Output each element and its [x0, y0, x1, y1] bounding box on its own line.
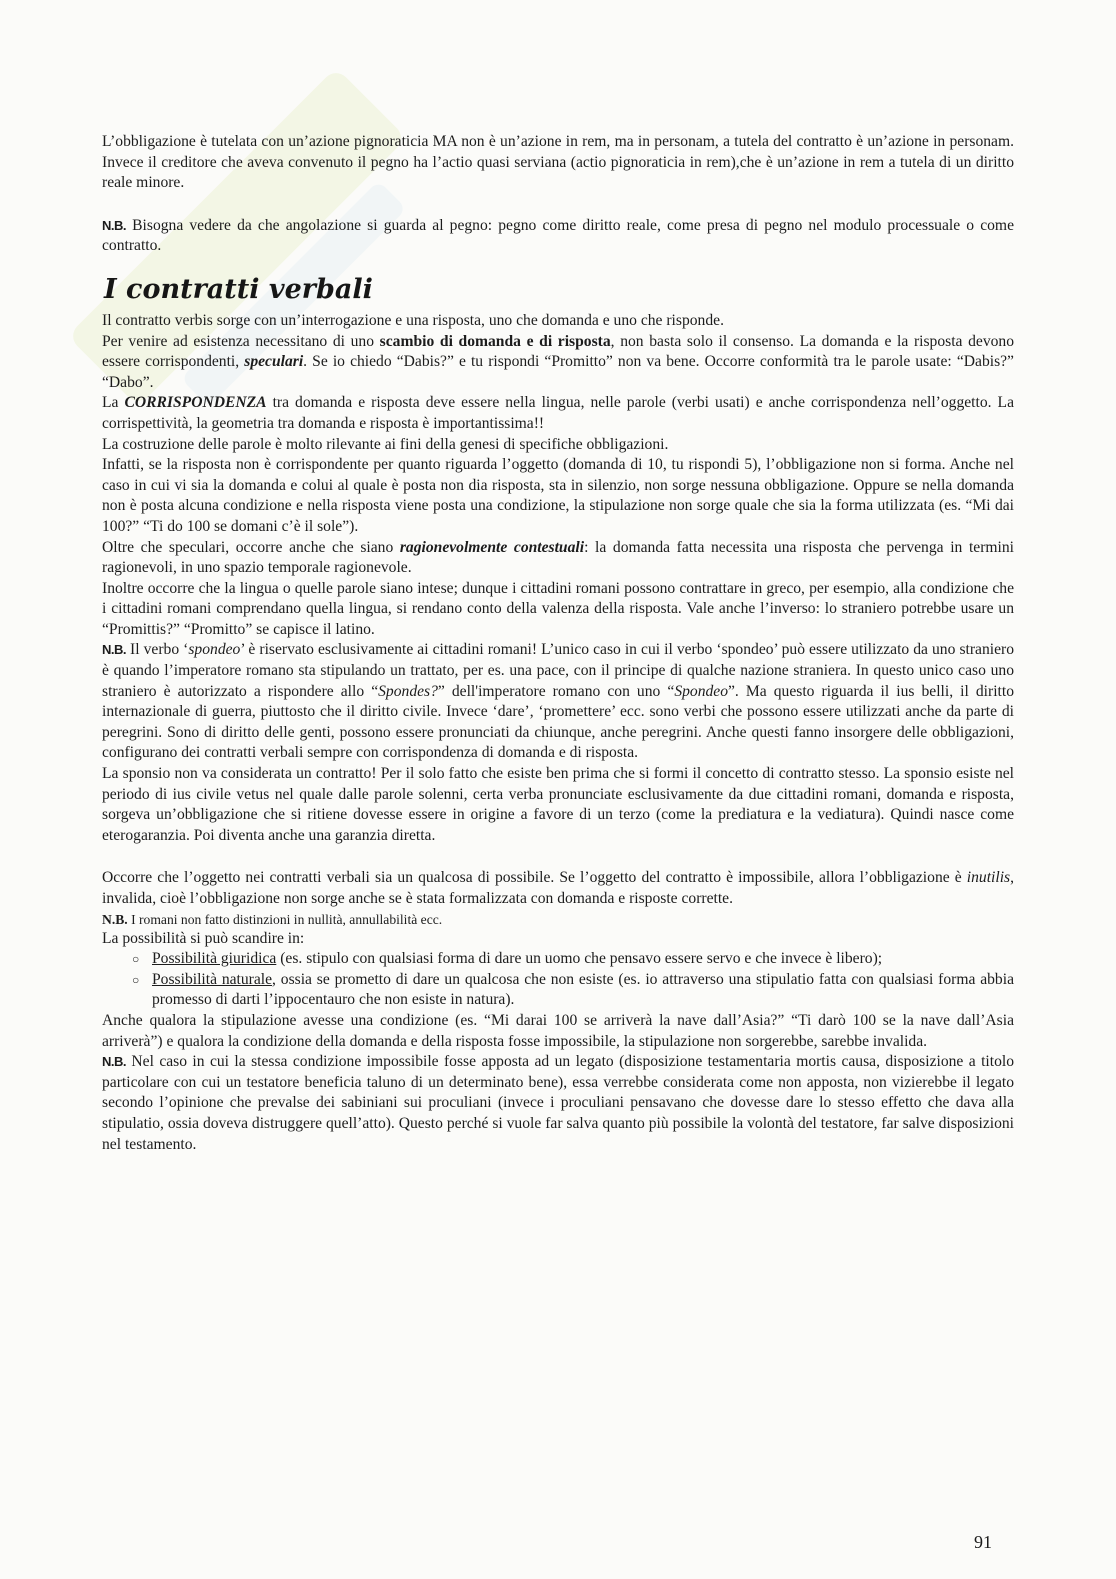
list-item: [132, 949, 1014, 970]
text-run: Occorre che l’oggetto nei contratti verbali sia un qualcosa di possibile. Se l’oggetto del contratto è impossibile, allora l’obbligazione è: [102, 869, 967, 887]
paragraph-9: [102, 868, 1014, 909]
paragraph-1: Il contratto verbis sorge con un’interrogazione e una risposta, uno che domanda e uno che risponde.: [102, 311, 724, 329]
text-run: : la domanda fatta necessita una risposta che pervenga in termini ragionevoli, in uno spazio temporale ragionevole.: [102, 538, 1014, 577]
paragraph-11: Anche qualora la stipulazione avesse una condizione (es. “Mi darai 100 se arriverà la nave dall’Asia?” “Ti darò 100 se la nave dall’Asia arriverà”) e qualora la condizione della domanda e della risposta fosse impossibile, la stipulazione non sorgerebbe, sarebbe invalida.: [102, 1011, 1014, 1050]
text-run: I romani non fatto distinzioni in nullità, annullabilità ecc.: [127, 911, 443, 927]
italic-run: Spondeo: [674, 682, 729, 700]
intro-paragraph: L’obbligazione è tutelata con un’azione pignoraticia MA non è un’azione in rem, ma in personam, a tutela del contratto è un’azione in personam. Invece il creditore che aveva convenuto il pegno ha l’actio quasi serviana (actio pignoraticia in rem),che è un’azione in rem a tutela di un diritto reale minore.: [102, 133, 1014, 192]
paragraph-3: [102, 393, 1014, 434]
bold-run: scambio di domanda e di risposta: [379, 332, 611, 350]
text-run: ”. Ma questo riguarda il ius belli, il diritto internazionale di guerra, piuttosto che il diritto civile. Invece ‘dare’, ‘promettere’ ecc. sono verbi che possono essere utilizzati anche da parte di peregrini. Sono di diritto delle genti, possono essere pronunciati da chiunque, anche peregrini. Anche questi fanno insorgere delle obbligazioni, configurano dei contratti verbali sempre con corrispondenza di domanda e di risposta.: [102, 682, 1014, 762]
paragraph-2: [102, 332, 1014, 394]
page-body: [102, 132, 1014, 1155]
text-run: ’ è riservato esclusivamente ai cittadini romani! L’unico caso in cui il verbo ‘spondeo’ può essere utilizzato da uno straniero è quando l’imperatore romano sta stipulando un trattato, per es. una pace, con il principe di qualche nazione straniera. In questo unico caso uno straniero è autorizzato a rispondere allo “: [102, 641, 1014, 700]
circle-bullet-icon: ○: [132, 952, 140, 967]
nb-label: N.B.: [102, 642, 126, 658]
italic-run: spondeo: [188, 641, 241, 659]
text-run: ” dell'imperatore romano con uno “: [437, 682, 675, 700]
intro-nb-paragraph: [102, 216, 1014, 257]
nb-small-paragraph: [102, 910, 1014, 929]
text-run: Oltre che speculari, occorre anche che siano: [102, 538, 400, 556]
text-run: tra domanda e risposta deve essere nella lingua, nelle parole (verbi usati) e anche corrispondenza nell’oggetto. La corrispettività, la geometria tra domanda e risposta è importantissima!!: [102, 394, 1014, 432]
text-run: , non basta solo il consenso. La domanda e la risposta devono essere corrispondenti,: [102, 332, 1015, 371]
bold-italic-run: speculari: [244, 353, 304, 371]
nb-label: N.B.: [102, 911, 128, 927]
text-run: , invalida, cioè l’obbligazione non sorge anche se è stata formalizzata con domanda e risposte corrette.: [102, 869, 1014, 907]
paragraph-8: La sponsio non va considerata un contratto! Per il solo fatto che esiste ben prima che si formi il concetto di contratto stesso. La sponsio esiste nel periodo di ius civile vetus nel quale dalle parole solenni, certa verba pronunciate esclusivamente da due cittadini romani, domanda e risposta, sorgeva un’obbligazione che si ritiene dovesse essere in origine a favore di un terzo (come la prediatura e la vediatura). Quindi nasce come eterogaranzia. Poi diventa anche una garanzia diretta.: [102, 765, 1014, 844]
italic-run: inutilis: [966, 869, 1011, 887]
paragraph-5: Infatti, se la risposta non è corrispondente per quanto riguarda l’oggetto (domanda di 10, tu rispondi 5), l’obbligazione non si forma. Anche nel caso in cui vi sia la domanda e colui al quale è posta non dia risposta, sta in silenzio, non sorge nessuna obbligazione. Oppure se nella domanda non è posta alcuna condizione e nella risposta viene posta una condizione, la stipulazione non sorge quale che sia la forma utilizzata (es. “Mi dai 100?” “Ti do 100 se domani c’è il sole”).: [102, 456, 1014, 535]
text-run: La: [102, 394, 125, 412]
paragraph-6: [102, 538, 1014, 579]
text-run: (es. stipulo con qualsiasi forma di dare un uomo che pensavo essere servo e che invece è libero);: [276, 950, 883, 968]
text-run: Per venire ad esistenza necessitano di uno: [102, 332, 380, 350]
text-run: , ossia se prometto di dare un qualcosa che non esiste (es. io attraverso una stipulatio fatta con qualsiasi forma abbia promesso di darti l’ippocentauro che non esiste in natura).: [152, 970, 1014, 1009]
possibility-list: [102, 949, 1014, 1011]
nb-text: Bisogna vedere da che angolazione si guarda al pegno: pegno come diritto reale, come presa di pegno nel modulo processuale o come contratto.: [102, 216, 1014, 255]
bold-italic-run: ragionevolmente contestuali: [399, 538, 585, 556]
bold-italic-run: CORRISPONDENZA: [124, 394, 267, 412]
nb-paragraph-spondeo: [102, 640, 1014, 764]
text-run: Il verbo ‘: [126, 641, 189, 659]
circle-bullet-icon: ○: [132, 972, 140, 987]
nb-label: N.B.: [102, 217, 126, 233]
paragraph-7: Inoltre occorre che la lingua o quelle parole siano intese; dunque i cittadini romani possono contrattare in greco, per esempio, alla condizione che i cittadini romani comprendano quella lingua, si rendano conto della valenza della risposta. Vale anche l’inverso: lo straniero potrebbe usare un “Promittis?” “Promitto” se capisce il latino.: [102, 579, 1014, 638]
section-heading: I contratti verbali: [104, 273, 373, 305]
nb-paragraph-legato: [102, 1052, 1014, 1155]
page-number: 91: [974, 1532, 992, 1552]
paragraph-10: La possibilità si può scandire in:: [102, 929, 305, 947]
list-item: [132, 970, 1014, 1011]
text-run: . Se io chiedo “Dabis?” e tu rispondi “Promitto” non va bene. Occorre conformità tra le parole usate: “Dabis?” “Dabo”.: [102, 353, 1014, 391]
nb-label: N.B.: [102, 1054, 126, 1070]
paragraph-4: La costruzione delle parole è molto rilevante ai fini della genesi di specifiche obbligazioni.: [102, 435, 669, 453]
underlined-run: Possibilità giuridica: [152, 950, 277, 968]
italic-run: Spondes?: [378, 682, 438, 700]
text-run: Nel caso in cui la stessa condizione impossibile fosse apposta ad un legato (disposizione testamentaria mortis causa, disposizione a titolo particolare con cui un testatore beneficia taluno di un determinato bene), essa verrebbe considerata come non apposta, non vizierebbe il legato secondo l’opinione che prevalse dei sabiniani sui proculiani (invece i proculiani pensavano che dovesse dare lo stesso effetto che dava alla stipulatio, ossia doveva distruggere quell’atto). Questo perché si vuole far salva quanto più possibile la volontà del testatore, far salve disposizioni nel testamento.: [102, 1053, 1014, 1153]
underlined-run: Possibilità naturale: [152, 970, 273, 988]
